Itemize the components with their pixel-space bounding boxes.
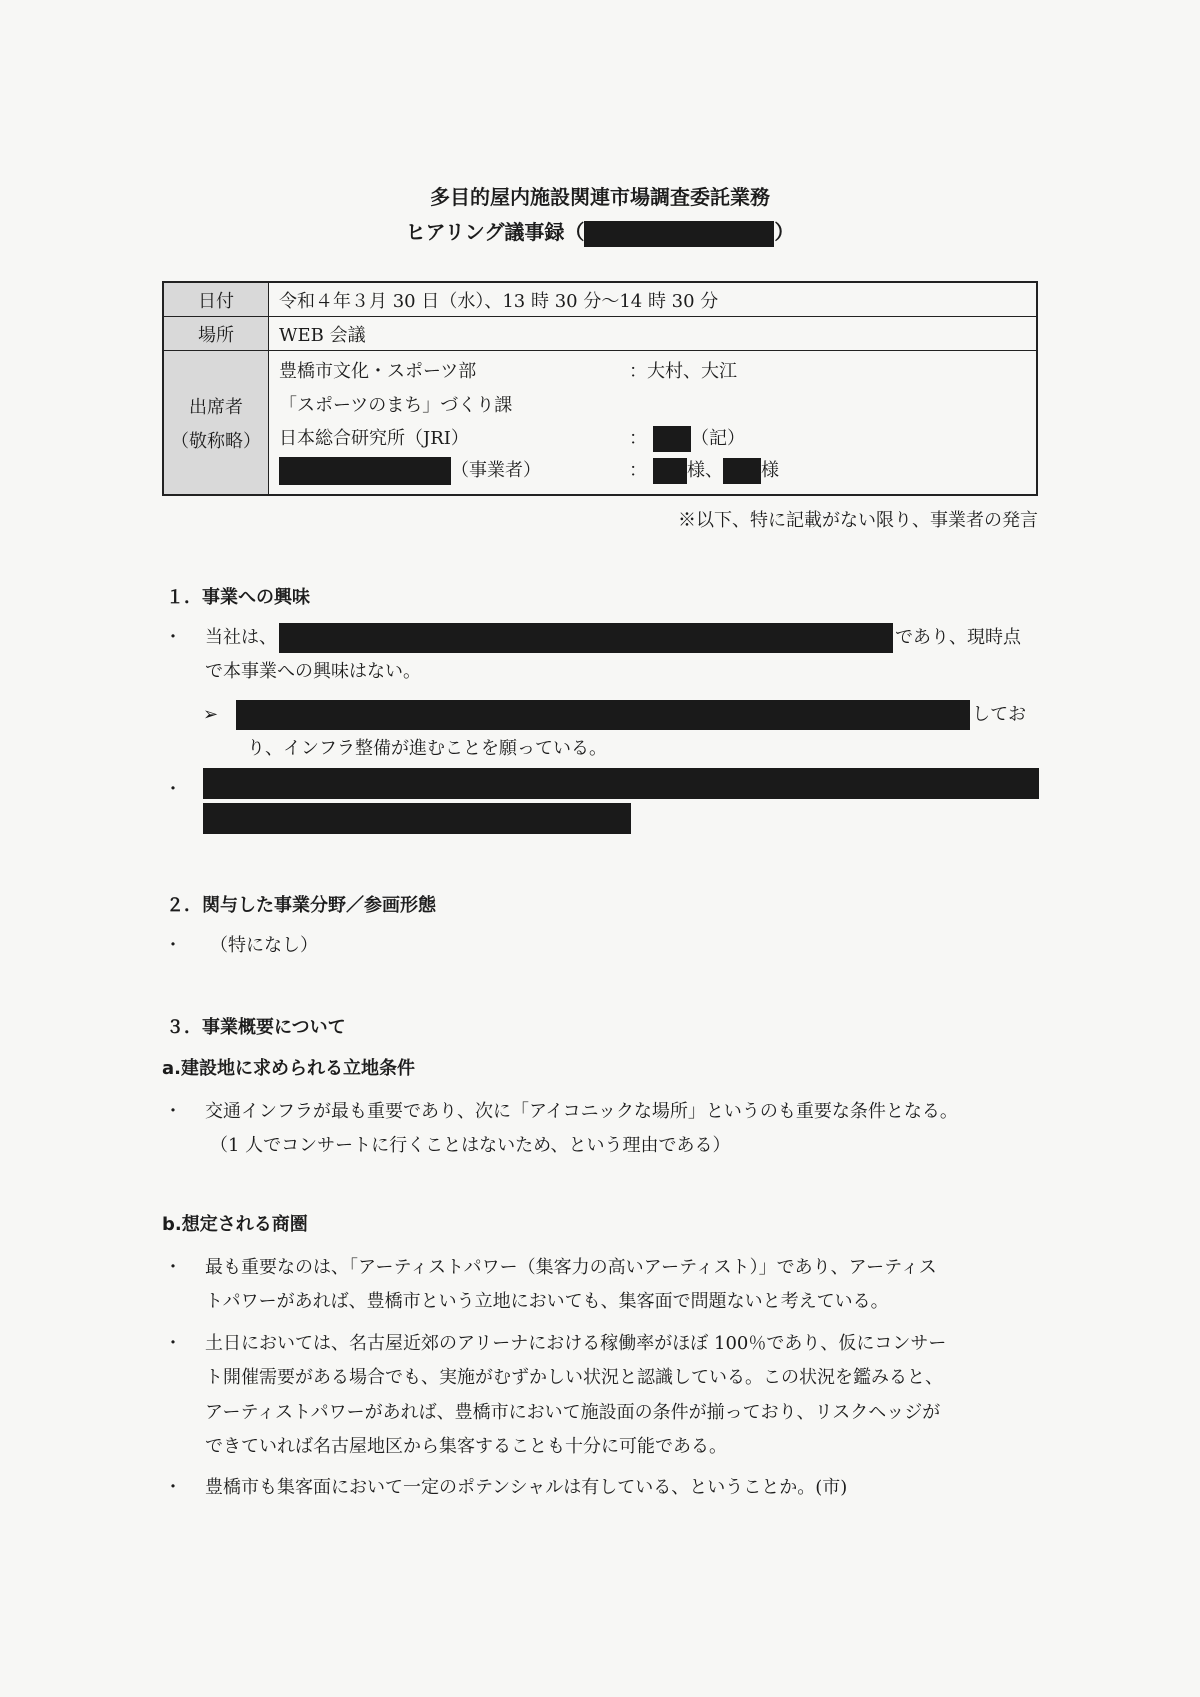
redaction-block [203,768,1039,799]
s3b-bullet2-line1: 土日においては、名古屋近郊のアリーナにおける稼働率がほぼ 100％であり、仮にコンサー [205,1333,947,1354]
city-names: ：大村、大江 [629,361,737,382]
s1-b1-prefix: 当社は、 [205,627,277,648]
section-3-title: ３．事業概要について [166,1017,346,1038]
redaction-block [653,426,691,452]
redaction-block [279,457,451,485]
s3b-bullet2-line3: アーティストパワーがあれば、豊橋市において施設面の条件が揃っており、リスクヘッジが [205,1402,941,1423]
s1-arrow-line2: り、インフラ整備が進むことを願っている。 [247,738,607,759]
date-row [163,282,1037,317]
attendees-row [163,351,1037,496]
document-subtitle [0,216,1200,247]
redaction-block [653,458,687,484]
subtitle-suffix: ） [774,220,795,244]
redaction-block [584,221,774,247]
s1-b1-suffix: であり、現時点 [895,627,1021,648]
jri-suffix: （記） [691,428,745,449]
jri-colon: ： [629,428,647,449]
bullet-marker: ・ [164,1333,182,1354]
s1-arrow-suffix: してお [972,704,1027,725]
biz-sama2: 様 [761,460,779,481]
section-2-title: ２．関与した事業分野／参画形態 [166,895,436,916]
attendees-label-line2: （敬称略） [171,430,261,452]
date-value: 令和４年３月 30 日（水）、13 時 30 分～14 時 30 分 [269,282,1038,317]
redaction-block [279,623,893,653]
s3b-bullet2-line2: ト開催需要がある場合でも、実施がむずかしい状況と認識している。この状況を鑑みると、 [205,1367,943,1388]
bullet-marker: ・ [164,1101,182,1122]
place-label: 場所 [163,317,269,351]
s3b-bullet1-line2: トパワーがあれば、豊橋市という立地においても、集客面で問題ないと考えている。 [205,1291,889,1312]
bullet-marker: ・ [164,779,182,800]
bullet-marker: ・ [164,935,182,956]
s1-bullet1-line1 [205,623,1021,653]
redaction-block [236,700,970,730]
subtitle-prefix: ヒアリング議事録（ [405,220,585,244]
document-title: 多目的屋内施設関連市場調査委託業務 [430,185,770,209]
speaker-note: ※以下、特に記載がない限り、事業者の発言 [678,510,1038,531]
jri-org: 日本総合研究所（JRI） [279,428,469,449]
jri-names [629,424,745,452]
section-1-title: １．事業への興味 [166,587,310,608]
biz-sama1: 様、 [687,460,723,481]
section-3b-title: b.想定される商圏 [162,1214,308,1235]
bullet-marker: ・ [164,1477,182,1498]
attendees-label-line1: 出席者 [189,396,243,418]
city-org-line1: 豊橋市文化・スポーツ部 [279,361,477,382]
place-value: WEB 会議 [269,317,1038,351]
biz-names [629,456,779,484]
s1-arrow-line1 [203,700,1026,730]
s1-bullet1-line2: で本事業への興味はない。 [205,661,421,682]
bullet-marker: ・ [164,627,182,648]
s3b-bullet1-line1: 最も重要なのは、「アーティストパワー（集客力の高いアーティスト）」であり、アーティス [205,1257,937,1278]
attendees-label [163,351,269,496]
s3b-bullet2-line4: できていれば名古屋地区から集客することも十分に可能である。 [205,1436,727,1457]
meeting-info-table [162,281,1038,496]
s3a-bullet1-line1: 交通インフラが最も重要であり、次に「アイコニックな場所」というのも重要な条件となる。 [205,1101,958,1122]
redaction-block [723,458,761,484]
biz-suffix: （事業者） [451,460,541,481]
biz-org [279,456,541,485]
redaction-block [203,803,631,834]
s3b-bullet3: 豊橋市も集客面において一定のポテンシャルは有している、ということか。(市) [205,1477,848,1498]
biz-colon: ： [629,460,647,481]
s2-bullet1: （特になし） [210,935,318,956]
date-label: 日付 [163,282,269,317]
attendees-cell [269,351,1038,496]
place-row [163,317,1037,351]
arrow-marker: ➢ [203,704,219,725]
section-3a-title: a.建設地に求められる立地条件 [162,1058,415,1079]
s3a-bullet1-line2: （1 人でコンサートに行くことはないため、という理由である） [210,1135,731,1156]
bullet-marker: ・ [164,1257,182,1278]
city-org-line2: 「スポーツのまち」づくり課 [279,395,513,416]
